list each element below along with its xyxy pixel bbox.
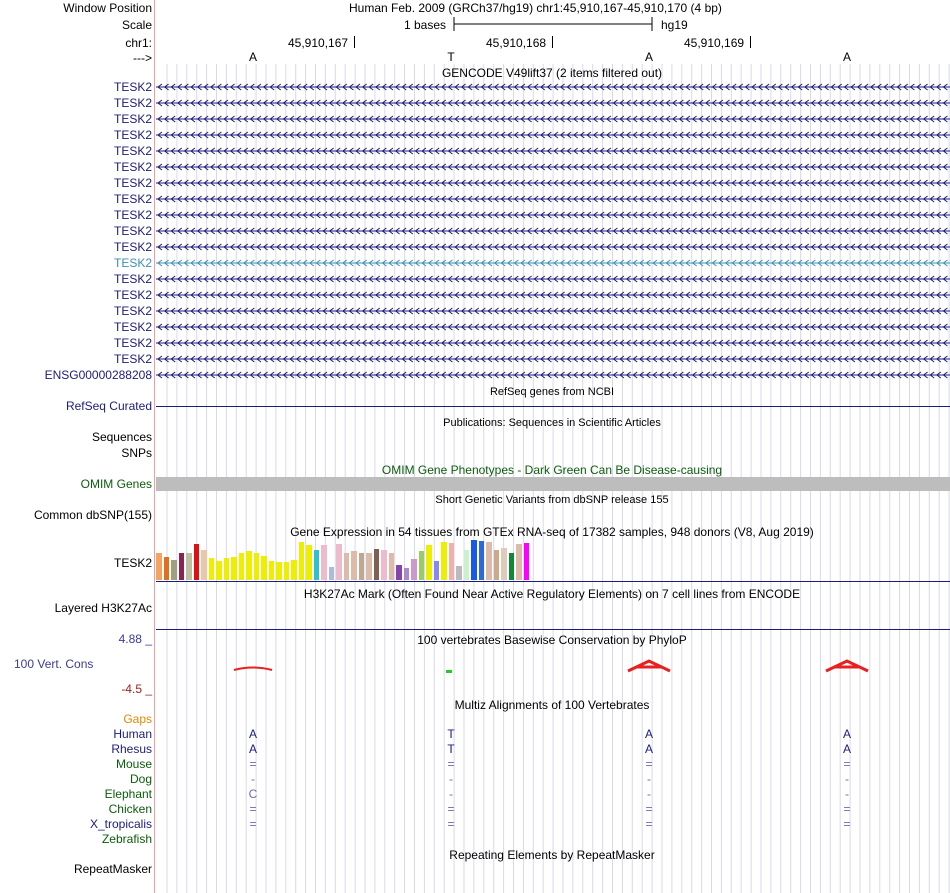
alignment-base: - <box>845 787 849 801</box>
repeatmasker-track-title[interactable]: Repeating Elements by RepeatMasker <box>449 848 655 862</box>
phylop-track-label[interactable]: 100 Vert. Cons <box>14 657 94 671</box>
gtex-tissue-bar[interactable] <box>509 553 515 580</box>
publications-track-title[interactable]: Publications: Sequences in Scientific Articles <box>443 417 661 429</box>
ruler-position: 45,910,169 <box>684 36 745 50</box>
gtex-tissue-bar[interactable] <box>156 553 162 580</box>
omim-track-title[interactable]: OMIM Gene Phenotypes - Dark Green Can Be Disease-causing <box>381 463 723 477</box>
gtex-tissue-bar[interactable] <box>171 560 177 580</box>
gtex-tissue-bar[interactable] <box>471 540 477 580</box>
gtex-tissue-bar[interactable] <box>284 562 290 580</box>
gtex-tissue-bar[interactable] <box>314 550 320 580</box>
alignment-base: - <box>647 772 651 786</box>
gencode-gene-label[interactable]: TESK2 <box>113 80 152 94</box>
gencode-gene-label[interactable]: ENSG00000288208 <box>44 368 152 382</box>
gtex-tissue-bar[interactable] <box>329 567 335 580</box>
dna-base[interactable]: T <box>447 50 455 64</box>
gtex-baseline <box>156 581 950 582</box>
gene-strand-line[interactable] <box>156 352 950 366</box>
scale-value: 1 bases <box>404 18 447 32</box>
gencode-gene-label[interactable]: TESK2 <box>113 272 152 286</box>
gtex-tissue-bar[interactable] <box>411 559 417 580</box>
alignment-base: - <box>251 772 255 786</box>
ruler-tick <box>552 36 553 48</box>
ruler-position: 45,910,167 <box>288 36 349 50</box>
gtex-tissue-bar[interactable] <box>359 553 365 580</box>
gtex-tissue-bar[interactable] <box>306 545 312 580</box>
gtex-tissue-bar[interactable] <box>291 560 297 580</box>
alignment-base: A <box>842 742 852 756</box>
gtex-tissue-bar[interactable] <box>426 545 432 580</box>
dna-base[interactable]: A <box>842 50 852 64</box>
gene-strand-line[interactable] <box>156 256 950 270</box>
alignment-base: T <box>447 727 455 741</box>
gene-strand-line[interactable] <box>156 240 950 254</box>
gtex-tissue-bar[interactable] <box>246 551 252 580</box>
gencode-gene-label[interactable]: TESK2 <box>113 240 152 254</box>
publications-label-snps[interactable]: SNPs <box>121 446 152 460</box>
species-label[interactable]: Dog <box>129 772 152 786</box>
gencode-gene-label[interactable]: TESK2 <box>113 352 152 366</box>
gtex-tissue-bar[interactable] <box>479 541 485 580</box>
gtex-tissue-bar[interactable] <box>389 553 395 580</box>
strand-label: ---> <box>133 51 152 65</box>
gtex-tissue-bar[interactable] <box>336 544 342 580</box>
gtex-tissue-bar[interactable] <box>516 544 522 580</box>
dna-base[interactable]: A <box>644 50 654 64</box>
gtex-tissue-bar[interactable] <box>321 545 327 580</box>
gtex-tissue-bar[interactable] <box>381 550 387 580</box>
alignment-base: = <box>249 817 257 831</box>
assembly-name: hg19 <box>661 18 688 32</box>
h3k27ac-baseline <box>156 629 950 630</box>
alignment-base: = <box>843 817 851 831</box>
gene-strand-line[interactable] <box>156 320 950 334</box>
window-position-value: Human Feb. 2009 (GRCh37/hg19) chr1:45,910,167-45,910,170 (4 bp) <box>349 1 722 15</box>
refseq-gene-line[interactable] <box>156 406 950 407</box>
gtex-tissue-bar[interactable] <box>201 550 207 580</box>
gtex-tissue-bar[interactable] <box>231 557 237 580</box>
gtex-tissue-bar[interactable] <box>441 542 447 580</box>
gencode-gene-label[interactable]: TESK2 <box>113 112 152 126</box>
ruler-position: 45,910,168 <box>486 36 547 50</box>
alignment-base: = <box>447 757 455 771</box>
alignment-base: = <box>843 802 851 816</box>
h3k27ac-track-title[interactable]: H3K27Ac Mark (Often Found Near Active Regulatory Elements) on 7 cell lines from ENCODE <box>303 587 801 601</box>
phylop-peak <box>446 670 452 673</box>
gencode-track-title[interactable]: GENCODE V49lift37 (2 items filtered out) <box>441 66 663 80</box>
gtex-tissue-bar[interactable] <box>209 558 215 580</box>
phylop-peak <box>234 668 272 671</box>
gtex-tissue-bar[interactable] <box>419 551 425 580</box>
alignment-base: = <box>249 802 257 816</box>
gene-strand-line[interactable] <box>156 208 950 222</box>
phylop-graph[interactable] <box>156 655 950 675</box>
alignment-base: - <box>647 787 651 801</box>
gene-strand-line[interactable] <box>156 96 950 110</box>
gtex-tissue-bar[interactable] <box>164 557 170 580</box>
alignment-base: - <box>449 787 453 801</box>
gtex-track-label[interactable]: TESK2 <box>113 556 152 570</box>
gtex-tissue-bar[interactable] <box>524 543 530 580</box>
phylop-max-label: 4.88 _ <box>118 632 152 646</box>
alignment-base: A <box>644 742 654 756</box>
h3k27ac-track-label[interactable]: Layered H3K27Ac <box>54 601 152 615</box>
multiz-track-title[interactable]: Multiz Alignments of 100 Vertebrates <box>454 698 650 712</box>
alignment-base: = <box>645 817 653 831</box>
repeatmasker-track-label[interactable]: RepeatMasker <box>73 862 152 876</box>
gene-strand-line[interactable] <box>156 176 950 190</box>
gene-strand-line[interactable] <box>156 112 950 126</box>
alignment-base: = <box>447 802 455 816</box>
gtex-tissue-bar[interactable] <box>449 543 455 580</box>
alignment-base: - <box>449 772 453 786</box>
alignment-base: = <box>843 757 851 771</box>
species-label[interactable]: Human <box>113 727 152 741</box>
gene-strand-line[interactable] <box>156 224 950 238</box>
gtex-tissue-bar[interactable] <box>179 553 185 580</box>
alignment-base: = <box>645 757 653 771</box>
alignment-base: T <box>447 742 455 756</box>
gtex-tissue-bar[interactable] <box>494 550 500 580</box>
ruler-tick <box>354 36 355 48</box>
multiz-gaps-label[interactable]: Gaps <box>123 712 152 726</box>
gene-strand-line[interactable] <box>156 336 950 350</box>
gencode-gene-label[interactable]: TESK2 <box>113 288 152 302</box>
gtex-tissue-bar[interactable] <box>501 548 507 580</box>
gene-strand-line[interactable] <box>156 144 950 158</box>
gencode-gene-label[interactable]: TESK2 <box>113 144 152 158</box>
gencode-gene-label[interactable]: TESK2 <box>113 128 152 142</box>
gtex-tissue-bar[interactable] <box>224 558 230 580</box>
scale-label: Scale <box>121 18 152 32</box>
dbsnp-track-label[interactable]: Common dbSNP(155) <box>33 508 152 522</box>
refseq-track-label[interactable]: RefSeq Curated <box>65 399 152 413</box>
window-position-label: Window Position <box>63 1 152 15</box>
gtex-tissue-bar[interactable] <box>396 565 402 580</box>
dna-base[interactable]: A <box>248 50 258 64</box>
species-label[interactable]: Zebrafish <box>101 832 152 846</box>
gene-strand-line[interactable] <box>156 304 950 318</box>
gtex-tissue-bar[interactable] <box>254 553 260 580</box>
alignment-base: = <box>645 802 653 816</box>
chromosome-label: chr1: <box>125 36 152 50</box>
gtex-tissue-bar[interactable] <box>239 553 245 580</box>
phylop-min-label: -4.5 _ <box>121 682 152 696</box>
alignment-base: = <box>249 757 257 771</box>
gene-strand-line[interactable] <box>156 368 950 382</box>
gene-strand-line[interactable] <box>156 192 950 206</box>
alignment-base: C <box>248 787 258 801</box>
gencode-gene-label[interactable]: TESK2 <box>113 192 152 206</box>
gtex-bar-chart[interactable] <box>156 540 556 580</box>
gtex-tissue-bar[interactable] <box>486 542 492 580</box>
gencode-gene-label[interactable]: TESK2 <box>113 176 152 190</box>
gtex-tissue-bar[interactable] <box>456 566 462 580</box>
species-label[interactable]: Elephant <box>104 787 152 801</box>
species-label[interactable]: Mouse <box>115 757 152 771</box>
gencode-gene-label[interactable]: TESK2 <box>113 336 152 350</box>
alignment-base: A <box>248 727 258 741</box>
phylop-track-title[interactable]: 100 vertebrates Basewise Conservation by PhyloP <box>417 633 687 647</box>
gtex-tissue-bar[interactable] <box>374 549 380 580</box>
alignment-base: A <box>644 727 654 741</box>
omim-track-label[interactable]: OMIM Genes <box>80 477 152 491</box>
publications-label-sequences[interactable]: Sequences <box>91 430 152 444</box>
alignment-base: - <box>845 772 849 786</box>
gtex-tissue-bar[interactable] <box>276 562 282 580</box>
gtex-tissue-bar[interactable] <box>261 556 267 580</box>
refseq-track-title[interactable]: RefSeq genes from NCBI <box>489 386 615 398</box>
gene-strand-line[interactable] <box>156 80 950 94</box>
gencode-gene-label[interactable]: TESK2 <box>113 160 152 174</box>
phylop-peak <box>826 661 868 671</box>
scale-bar <box>453 17 655 31</box>
alignment-base: A <box>248 742 258 756</box>
gtex-tissue-bar[interactable] <box>194 544 200 580</box>
gtex-tissue-bar[interactable] <box>434 561 440 580</box>
species-label[interactable]: Rhesus <box>111 742 152 756</box>
gtex-track-title[interactable]: Gene Expression in 54 tissues from GTEx RNA-seq of 17382 samples, 948 donors (V8, Aug 2019) <box>290 525 814 539</box>
gencode-gene-label[interactable]: TESK2 <box>113 208 152 222</box>
gencode-gene-label[interactable]: TESK2 <box>113 224 152 238</box>
gene-strand-line[interactable] <box>156 272 950 286</box>
gtex-tissue-bar[interactable] <box>404 568 410 580</box>
gtex-tissue-bar[interactable] <box>186 553 192 580</box>
gtex-tissue-bar[interactable] <box>269 561 275 580</box>
omim-phenotype-block[interactable] <box>156 477 950 491</box>
gene-strand-line[interactable] <box>156 288 950 302</box>
gencode-gene-label[interactable]: TESK2 <box>113 96 152 110</box>
species-label[interactable]: X_tropicalis <box>89 817 152 831</box>
gtex-tissue-bar[interactable] <box>464 550 470 580</box>
gencode-gene-label[interactable]: TESK2 <box>113 256 152 270</box>
alignment-base: A <box>842 727 852 741</box>
gtex-tissue-bar[interactable] <box>366 553 372 580</box>
dbsnp-track-title[interactable]: Short Genetic Variants from dbSNP release 155 <box>435 494 669 506</box>
gtex-tissue-bar[interactable] <box>351 551 357 580</box>
species-label[interactable]: Chicken <box>108 802 152 816</box>
gtex-tissue-bar[interactable] <box>299 542 305 580</box>
ruler-tick <box>750 36 751 48</box>
gtex-tissue-bar[interactable] <box>344 553 350 580</box>
gencode-gene-label[interactable]: TESK2 <box>113 304 152 318</box>
gtex-tissue-bar[interactable] <box>216 561 222 580</box>
alignment-base: = <box>447 817 455 831</box>
label-divider <box>154 0 155 893</box>
gene-strand-line[interactable] <box>156 160 950 174</box>
phylop-peak <box>628 661 670 671</box>
gencode-gene-label[interactable]: TESK2 <box>113 320 152 334</box>
gene-strand-line[interactable] <box>156 128 950 142</box>
